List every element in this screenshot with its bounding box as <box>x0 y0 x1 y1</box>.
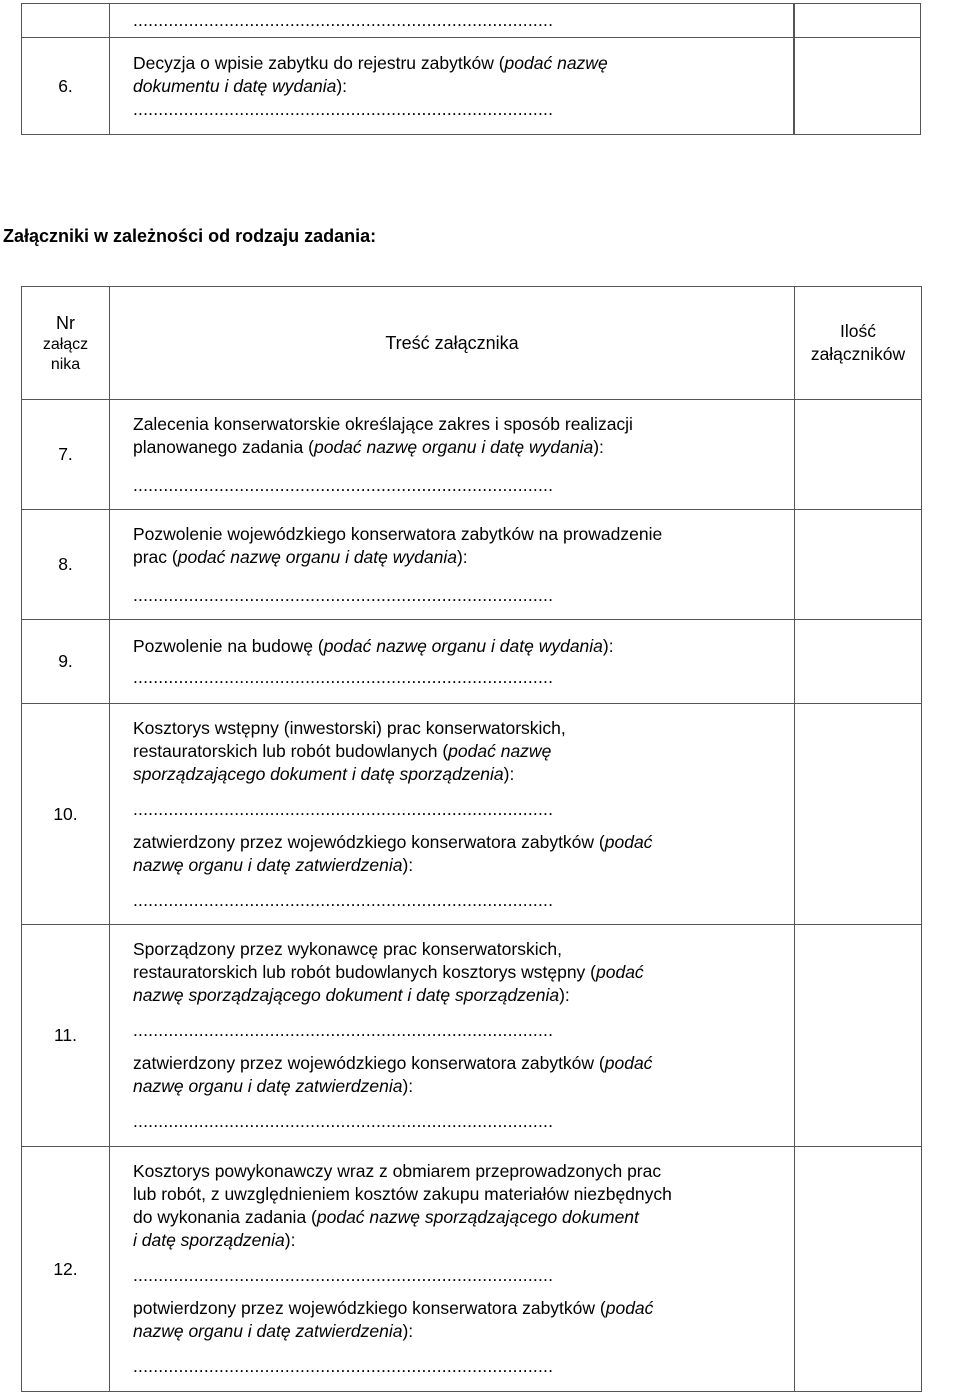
text-line <box>133 763 794 786</box>
row-number: 7. <box>22 400 110 510</box>
row-content-cell <box>110 704 795 925</box>
header-qty-line: Ilość <box>840 321 876 341</box>
top-table-qty <box>793 3 921 135</box>
text-italic: podać nazwę sporządzającego dokument <box>316 1207 639 1227</box>
text-line: Zalecenia konserwatorskie określające zakres i sposób realizacji <box>133 413 633 434</box>
text-italic: i datę sporządzenia <box>133 1230 285 1250</box>
header-content: Treść załącznika <box>110 287 795 400</box>
text-italic: sporządzającego dokument i datę sporządzenia <box>133 763 504 784</box>
qty-cell[interactable] <box>795 1147 922 1392</box>
qty-cell[interactable] <box>795 510 922 620</box>
text-plain: do wykonania zadania ( <box>133 1207 317 1227</box>
dots-line: ................................................................................... <box>133 798 554 819</box>
text-plain: ): <box>602 635 614 656</box>
text-plain: restauratorskich lub robót budowlanych ( <box>133 740 449 761</box>
text-plain: prac ( <box>133 546 178 567</box>
row-number: 8. <box>22 510 110 620</box>
text-line <box>133 1229 794 1252</box>
text-italic: podać nazwę <box>504 52 608 73</box>
qty-cell[interactable] <box>795 400 922 510</box>
text-italic: podać <box>604 831 653 852</box>
text-plain: Decyzja o wpisie zabytku do rejestru zabytków ( <box>133 52 505 73</box>
qty-cell[interactable] <box>795 620 922 704</box>
qty-cell[interactable] <box>795 925 922 1147</box>
text-plain: Pozwolenie na budowę ( <box>133 635 324 656</box>
text-plain: ): <box>559 985 570 1005</box>
text-line: Pozwolenie wojewódzkiego konserwatora zabytków na prowadzenie <box>133 523 663 544</box>
table-row <box>22 925 922 1147</box>
header-nr-line: Nr <box>56 312 75 333</box>
qty-cell[interactable] <box>795 704 922 925</box>
dots-line: ................................................................................... <box>133 1356 554 1376</box>
text-line: Kosztorys powykonawczy wraz z obmiarem przeprowadzonych prac <box>133 1161 662 1181</box>
text-plain: ): <box>503 763 515 784</box>
text-line <box>133 436 794 459</box>
table-header-row <box>22 287 922 400</box>
row-number: 12. <box>22 1147 110 1392</box>
dots-line: ................................................................................... <box>133 98 554 119</box>
table-row <box>22 4 795 38</box>
text-italic: podać <box>596 962 644 982</box>
section-heading: Załączniki w zależności od rodzaju zadania: <box>3 226 377 246</box>
text-italic: podać nazwę organu i datę wydania <box>323 635 603 656</box>
header-qty <box>795 287 922 400</box>
text-line: Kosztorys wstępny (inwestorski) prac konserwatorskich, <box>133 717 566 738</box>
text-italic: nazwę organu i datę zatwierdzenia <box>133 854 403 875</box>
text-italic: nazwę sporządzającego dokument i datę sporządzenia <box>133 985 560 1005</box>
attachments-table <box>21 286 922 1392</box>
text-italic: podać nazwę organu i datę wydania <box>177 546 457 567</box>
dots-line: ................................................................................... <box>133 1265 554 1285</box>
row-content-cell <box>110 38 795 135</box>
text-plain: ): <box>402 1076 414 1096</box>
row-content-cell <box>110 1147 795 1392</box>
text-italic: podać nazwę organu i datę wydania <box>313 436 594 457</box>
text-plain: ): <box>593 436 604 457</box>
text-line <box>133 984 794 1007</box>
row-number: 11. <box>22 925 110 1147</box>
row-content-cell <box>110 510 795 620</box>
table-row <box>22 38 795 135</box>
text-line <box>133 75 794 98</box>
row-number-cell <box>22 4 110 38</box>
text-plain: ): <box>336 75 348 96</box>
dots-line: ................................................................................... <box>133 474 554 495</box>
text-plain: zatwierdzony przez wojewódzkiego konserwatora zabytków ( <box>133 1053 605 1073</box>
text-line <box>133 1297 794 1320</box>
text-line <box>133 1206 794 1229</box>
table-row <box>22 620 922 704</box>
top-table <box>21 3 795 135</box>
text-plain: restauratorskich lub robót budowlanych kosztorys wstępny ( <box>133 962 596 982</box>
table-row <box>22 1147 922 1392</box>
text-line: lub robót, z uwzględnieniem kosztów zakupu materiałów niezbędnych <box>133 1184 672 1204</box>
text-italic: nazwę organu i datę zatwierdzenia <box>133 1076 403 1096</box>
text-line <box>133 635 794 658</box>
qty-cell[interactable] <box>794 38 921 135</box>
text-plain: planowanego zadania ( <box>133 436 314 457</box>
dots-line: ................................................................................... <box>133 666 554 687</box>
header-qty-line: załączników <box>810 344 906 364</box>
dots-line: ................................................................................... <box>133 1020 554 1040</box>
table-row <box>22 400 922 510</box>
text-line <box>133 740 794 763</box>
row-content-cell <box>110 4 795 38</box>
header-nr-line: nika <box>50 355 81 373</box>
text-italic: dokumentu i datę wydania <box>133 75 337 96</box>
qty-cell[interactable] <box>794 4 921 38</box>
dots-line: ................................................................................... <box>133 889 554 910</box>
text-line <box>133 1052 794 1075</box>
text-line: Sporządzony przez wykonawcę prac konserwatorskich, <box>133 939 562 959</box>
row-content-cell <box>110 400 795 510</box>
row-number: 6. <box>22 38 110 135</box>
text-plain: potwierdzony przez wojewódzkiego konserwatora zabytków ( <box>133 1298 606 1318</box>
dots-line: ................................................................................... <box>133 10 554 30</box>
text-line <box>133 1075 794 1098</box>
text-italic: nazwę organu i datę zatwierdzenia <box>133 1321 403 1341</box>
text-line <box>133 854 794 877</box>
header-nr <box>22 287 110 400</box>
table-row <box>22 510 922 620</box>
text-plain: ): <box>402 1321 414 1341</box>
text-plain: ): <box>456 546 468 567</box>
text-plain: zatwierdzony przez wojewódzkiego konserwatora zabytków ( <box>133 831 605 852</box>
header-nr-line: załącz <box>42 335 89 353</box>
text-plain: ): <box>402 854 414 875</box>
text-line <box>133 1320 794 1343</box>
text-line <box>133 52 794 75</box>
row-number: 10. <box>22 704 110 925</box>
dots-line: ................................................................................... <box>133 584 554 605</box>
text-italic: podać <box>605 1298 654 1318</box>
text-line <box>133 961 794 984</box>
text-italic: podać <box>604 1053 653 1073</box>
row-content-cell <box>110 925 795 1147</box>
text-line <box>133 831 794 854</box>
text-italic: podać nazwę <box>448 740 552 761</box>
table-row <box>22 704 922 925</box>
text-plain: ): <box>284 1230 296 1250</box>
dots-line: ................................................................................... <box>133 1111 554 1131</box>
text-line <box>133 546 794 569</box>
row-content-cell <box>110 620 795 704</box>
row-number: 9. <box>22 620 110 704</box>
